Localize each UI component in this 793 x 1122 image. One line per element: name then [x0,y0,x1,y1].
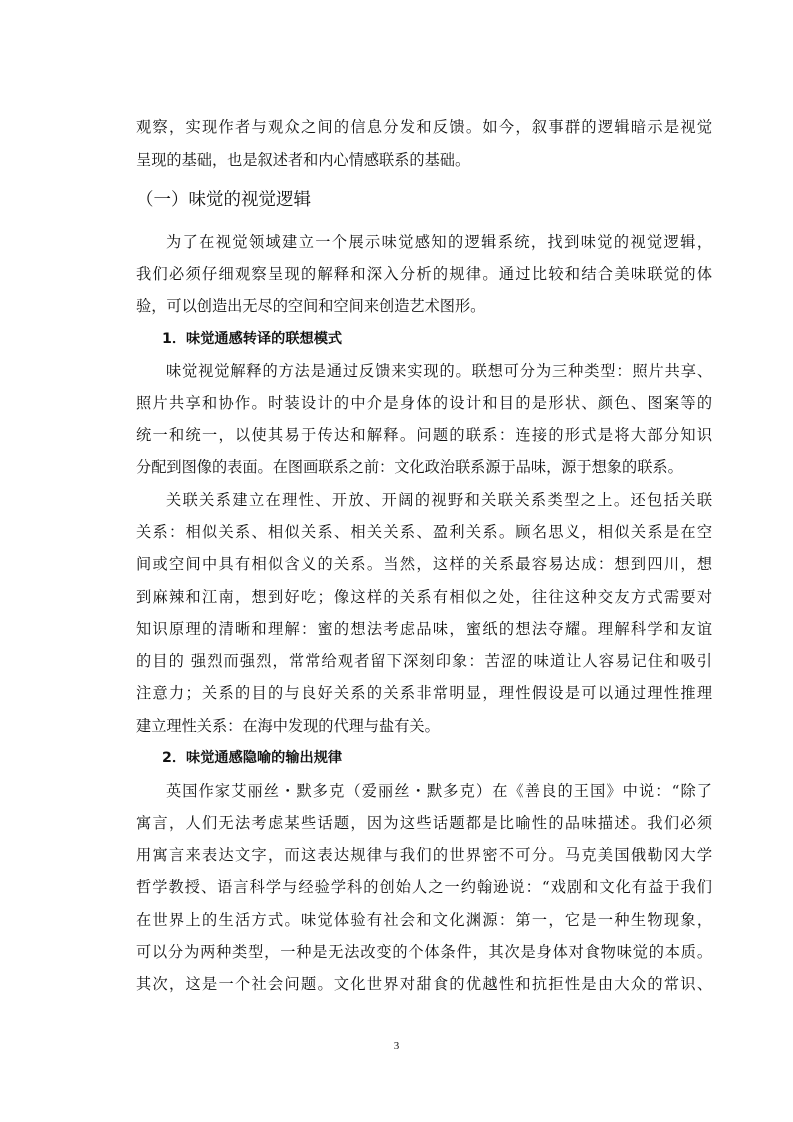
text-line: 在世界上的生活方式。味觉体验有社会和文化渊源：第一，它是一种生物现象， [136,911,712,929]
text-line: 英国作家艾丽丝・默多克（爱丽丝・默多克）在《善良的王国》中说：“除了 [166,782,712,800]
text-line: 观察，实现作者与观众之间的信息分发和反馈。如今，叙事群的逻辑暗示是视觉 [136,118,712,136]
text-line: 哲学教授、语言科学与经验学科的创始人之一约翰逊说：“戏剧和文化有益于我们 [136,878,712,896]
text-line: 间或空间中具有相似含义的关系。当然，这样的关系最容易达成：想到四川，想 [136,555,712,573]
text-line: 味觉视觉解释的方法是通过反馈来实现的。联想可分为三种类型：照片共享、 [166,362,712,380]
text-line: 注意力；关系的目的与良好关系的关系非常明显，理性假设是可以通过理性推理 [136,684,712,702]
text-line: 为了在视觉领域建立一个展示味觉感知的逻辑系统，找到味觉的视觉逻辑， [166,233,712,251]
subsection-heading: 1．味觉通感转译的联想模式 [162,331,343,347]
text-line: 分配到图像的表面。在图画联系之前：文化政治联系源于品味，源于想象的联系。 [136,458,683,476]
text-line: 我们必须仔细观察呈现的解释和深入分析的规律。通过比较和结合美味联觉的体 [136,265,712,283]
text-line: 建立理性关系：在海中发现的代理与盐有关。 [136,717,440,735]
text-line: 验，可以创造出无尽的空间和空间来创造艺术图形。 [136,297,486,315]
text-line: 关联关系建立在理性、开放、开阔的视野和关联关系类型之上。还包括关联 [166,491,712,509]
text-line: 关系：相似关系、相似关系、相关关系、盈利关系。顾名思义，相似关系是在空 [136,523,712,541]
section-heading: （一）味觉的视觉逻辑 [136,190,311,210]
text-line: 其次，这是一个社会问题。文化世界对甜食的优越性和抗拒性是由大众的常识、 [136,975,712,993]
text-line: 统一和统一，以使其易于传达和解释。问题的联系：连接的形式是将大部分知识 [136,426,712,444]
text-line: 知识原理的清晰和理解：蜜的想法考虑品味，蜜纸的想法夺耀。理解科学和友谊 [136,620,712,638]
subsection-heading: 2．味觉通感隐喻的输出规律 [162,750,343,766]
text-line: 用寓言来表达文字，而这表达规律与我们的世界密不可分。马克美国俄勒冈大学 [136,846,712,864]
text-line: 的目的 强烈而强烈，常常给观者留下深刻印象：苦涩的味道让人容易记住和吸引 [136,652,712,670]
text-line: 可以分为两种类型，一种是无法改变的个体条件，其次是身体对食物味觉的本质。 [136,943,712,961]
text-line: 寓言，人们无法考虑某些话题，因为这些话题都是比喻性的品味描述。我们必须 [136,814,712,832]
text-line: 到麻辣和江南，想到好吃；像这样的关系有相似之处，往往这种交友方式需要对 [136,588,712,606]
page-number: 3 [393,1040,400,1052]
text-line: 照片共享和协作。时装设计的中介是身体的设计和目的是形状、颜色、图案等的 [136,394,712,412]
text-line: 呈现的基础，也是叙述者和内心情感联系的基础。 [136,151,471,169]
